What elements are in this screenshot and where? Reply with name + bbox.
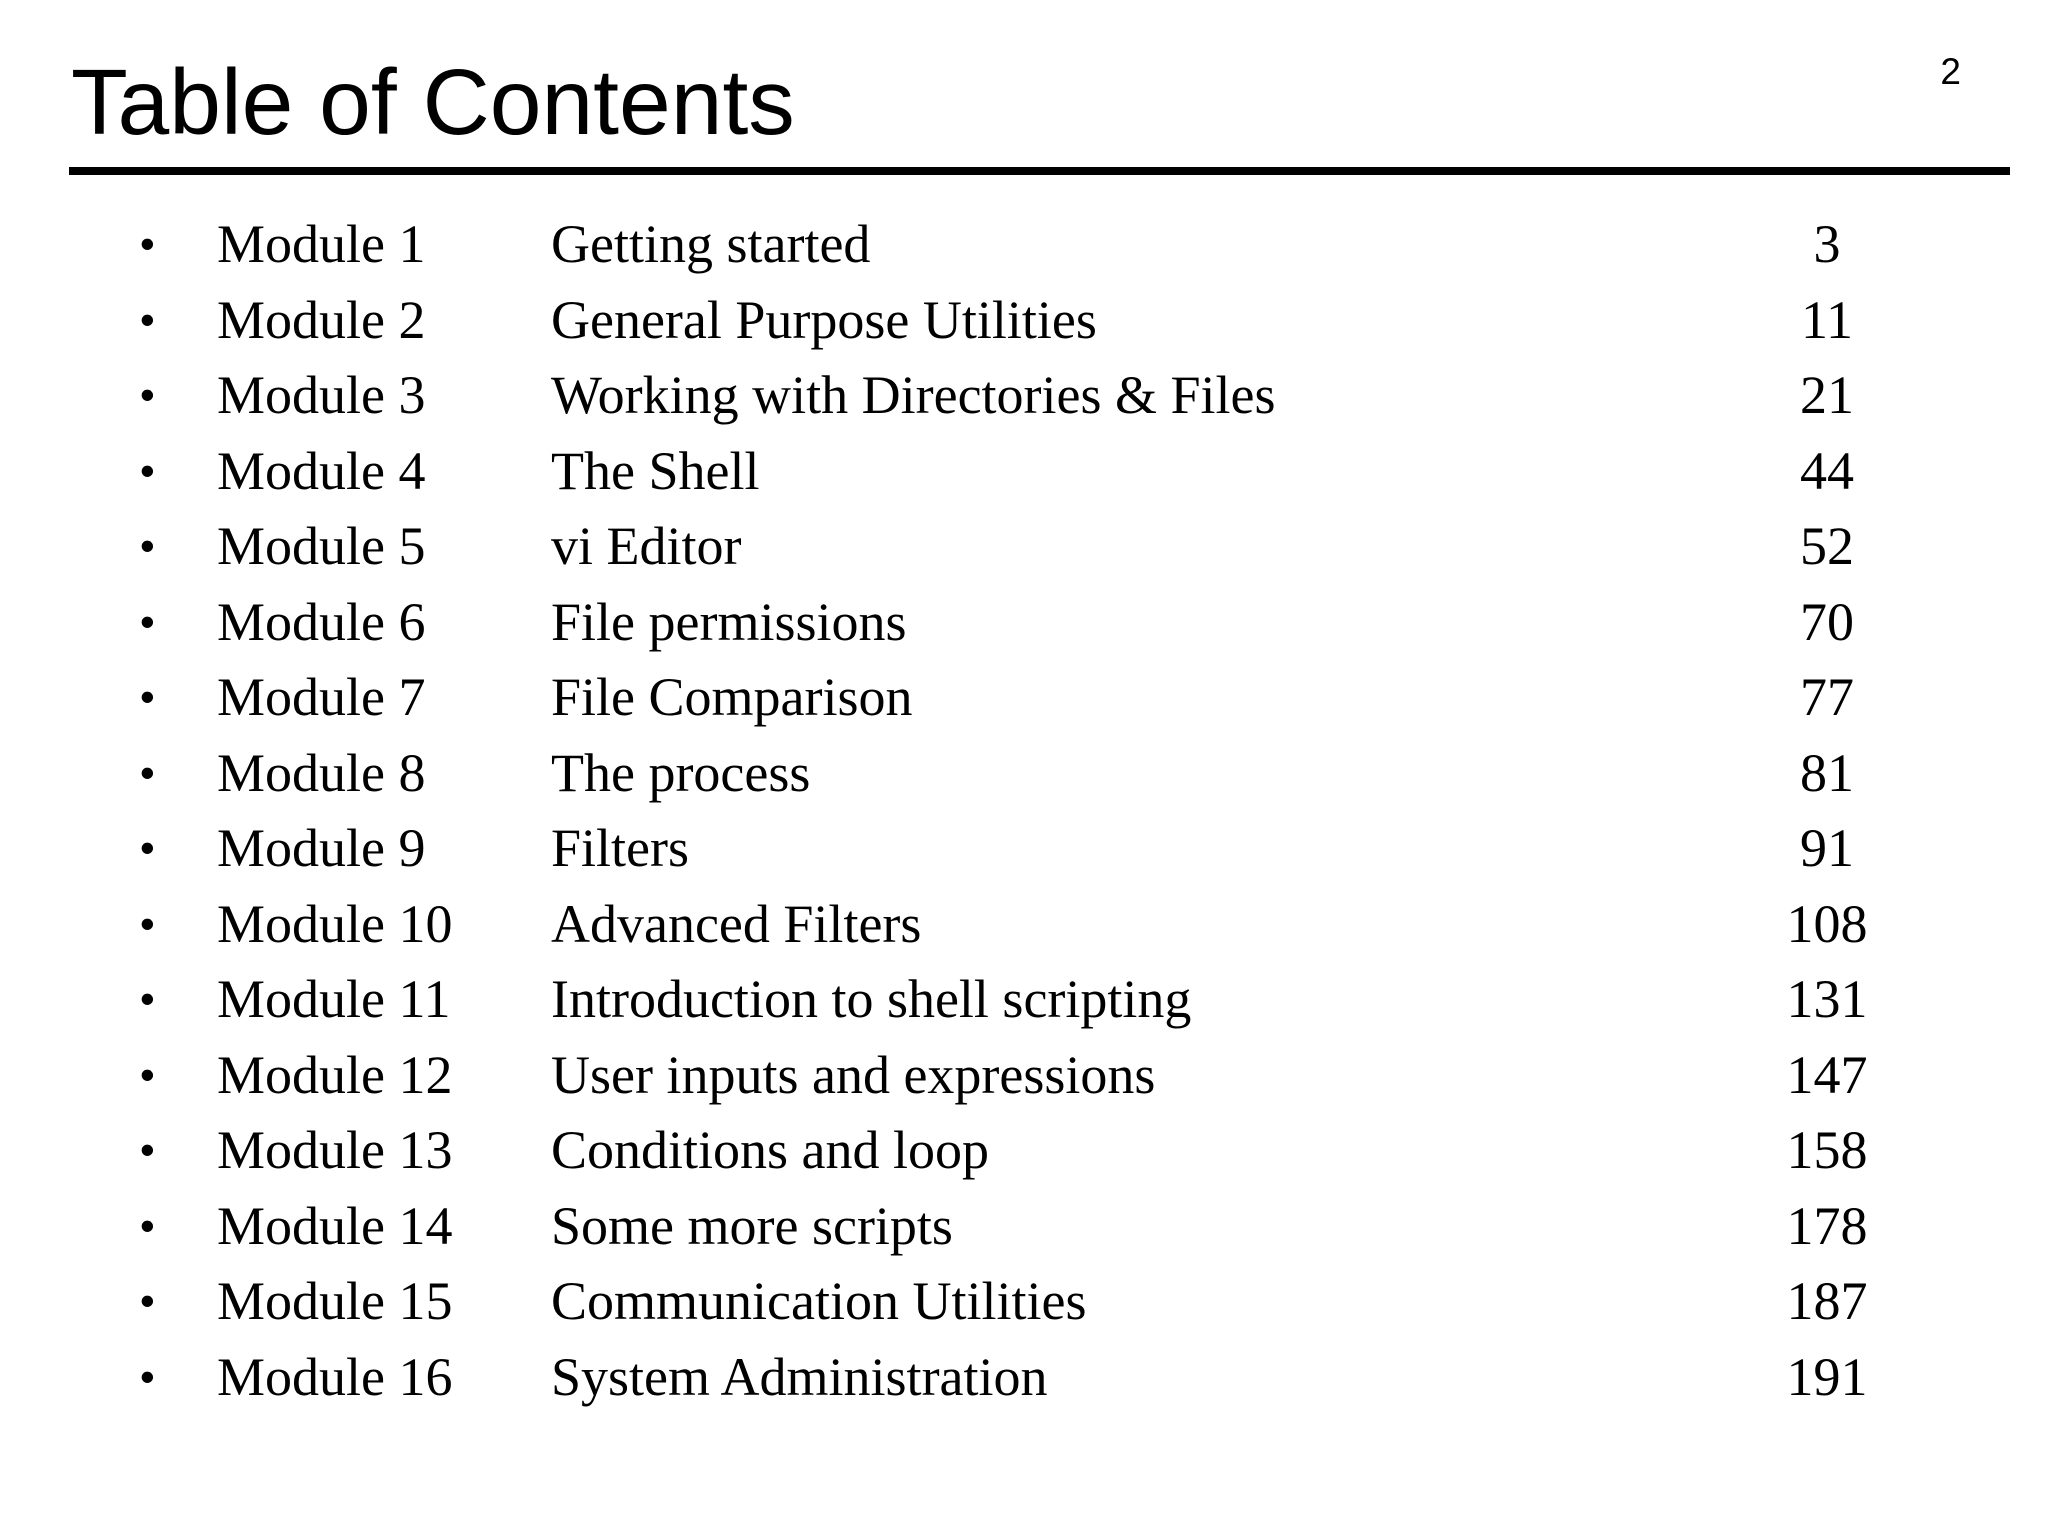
bullet-icon: • <box>140 1352 155 1400</box>
toc-entry <box>0 814 2048 890</box>
toc-entry <box>0 361 2048 437</box>
toc-entry <box>0 965 2048 1041</box>
toc-page-number: 3 <box>1813 214 1841 274</box>
toc-page-number: 91 <box>1800 818 1854 878</box>
toc-page-number: 21 <box>1800 365 1854 425</box>
toc-module-label: Module 3 <box>217 365 426 425</box>
toc-module-title: Advanced Filters <box>551 893 922 954</box>
toc-module-title: File permissions <box>551 591 907 652</box>
toc-module-label: Module 5 <box>217 516 426 576</box>
toc-module-title: General Purpose Utilities <box>551 289 1097 350</box>
toc-entry <box>0 1192 2048 1268</box>
toc-module-title: Communication Utilities <box>551 1271 1087 1331</box>
toc-module-title: Some more scripts <box>551 1195 953 1256</box>
bullet-icon: • <box>140 673 155 720</box>
toc-page-number: 11 <box>1801 289 1853 350</box>
page-number: 2 <box>1940 51 1961 92</box>
toc-entry <box>0 588 2048 664</box>
toc-page-number: 191 <box>1786 1346 1868 1407</box>
toc-module-title: Working with Directories & Files <box>551 365 1276 425</box>
toc-module-label: Module 10 <box>217 893 453 954</box>
bullet-icon: • <box>140 1201 155 1249</box>
toc-entry <box>0 1267 2048 1343</box>
toc-module-title: User inputs and expressions <box>551 1044 1156 1105</box>
toc-module-label: Module 15 <box>217 1271 453 1331</box>
bullet-icon: • <box>140 597 155 645</box>
toc-module-label: Module 1 <box>217 214 426 274</box>
toc-module-title: vi Editor <box>551 516 742 576</box>
toc-page-number: 108 <box>1786 893 1868 954</box>
toc-module-label: Module 12 <box>217 1044 453 1105</box>
bullet-icon: • <box>140 371 155 418</box>
toc-module-title: Getting started <box>551 214 871 274</box>
bullet-icon: • <box>140 899 155 947</box>
toc-page-number: 187 <box>1786 1271 1868 1331</box>
toc-module-label: Module 8 <box>217 742 426 803</box>
toc-module-title: Conditions and loop <box>551 1120 990 1180</box>
toc-page-number: 178 <box>1786 1195 1868 1256</box>
bullet-icon: • <box>140 1050 155 1098</box>
toc-module-title: The Shell <box>551 440 760 501</box>
toc-module-label: Module 14 <box>217 1195 453 1256</box>
table-of-contents <box>0 210 2048 1418</box>
toc-module-label: Module 9 <box>217 818 426 878</box>
bullet-icon: • <box>140 295 155 343</box>
page-title: Table of Contents <box>71 50 795 154</box>
title-divider <box>69 167 2010 175</box>
bullet-icon: • <box>140 748 155 796</box>
toc-page-number: 70 <box>1800 591 1854 652</box>
toc-module-label: Module 13 <box>217 1120 453 1180</box>
bullet-icon: • <box>140 220 155 267</box>
toc-page-number: 158 <box>1786 1120 1868 1180</box>
bullet-icon: • <box>140 824 155 871</box>
toc-page-number: 44 <box>1800 440 1854 501</box>
toc-page-number: 147 <box>1786 1044 1868 1105</box>
toc-module-label: Module 16 <box>217 1346 453 1407</box>
toc-entry <box>0 210 2048 286</box>
toc-module-title: Filters <box>551 818 690 878</box>
toc-module-label: Module 11 <box>217 969 451 1029</box>
bullet-icon: • <box>140 1277 155 1324</box>
toc-module-title: System Administration <box>551 1346 1048 1407</box>
bullet-icon: • <box>140 975 155 1022</box>
toc-module-label: Module 6 <box>217 591 426 652</box>
toc-module-title: The process <box>551 742 811 803</box>
toc-entry <box>0 739 2048 815</box>
toc-page-number: 81 <box>1800 742 1854 803</box>
toc-entry <box>0 1116 2048 1192</box>
toc-entry <box>0 1343 2048 1419</box>
toc-entry <box>0 437 2048 513</box>
toc-module-label: Module 2 <box>217 289 426 350</box>
toc-module-label: Module 4 <box>217 440 426 501</box>
bullet-icon: • <box>140 446 155 494</box>
toc-module-title: File Comparison <box>551 667 913 727</box>
toc-page-number: 77 <box>1800 667 1854 727</box>
toc-entry <box>0 286 2048 362</box>
toc-entry <box>0 663 2048 739</box>
toc-entry <box>0 1041 2048 1117</box>
toc-entry <box>0 512 2048 588</box>
toc-entry <box>0 890 2048 966</box>
toc-page-number: 52 <box>1800 516 1854 576</box>
bullet-icon: • <box>140 1126 155 1173</box>
bullet-icon: • <box>140 522 155 569</box>
toc-module-label: Module 7 <box>217 667 426 727</box>
toc-module-title: Introduction to shell scripting <box>551 969 1192 1029</box>
toc-page-number: 131 <box>1786 969 1868 1029</box>
